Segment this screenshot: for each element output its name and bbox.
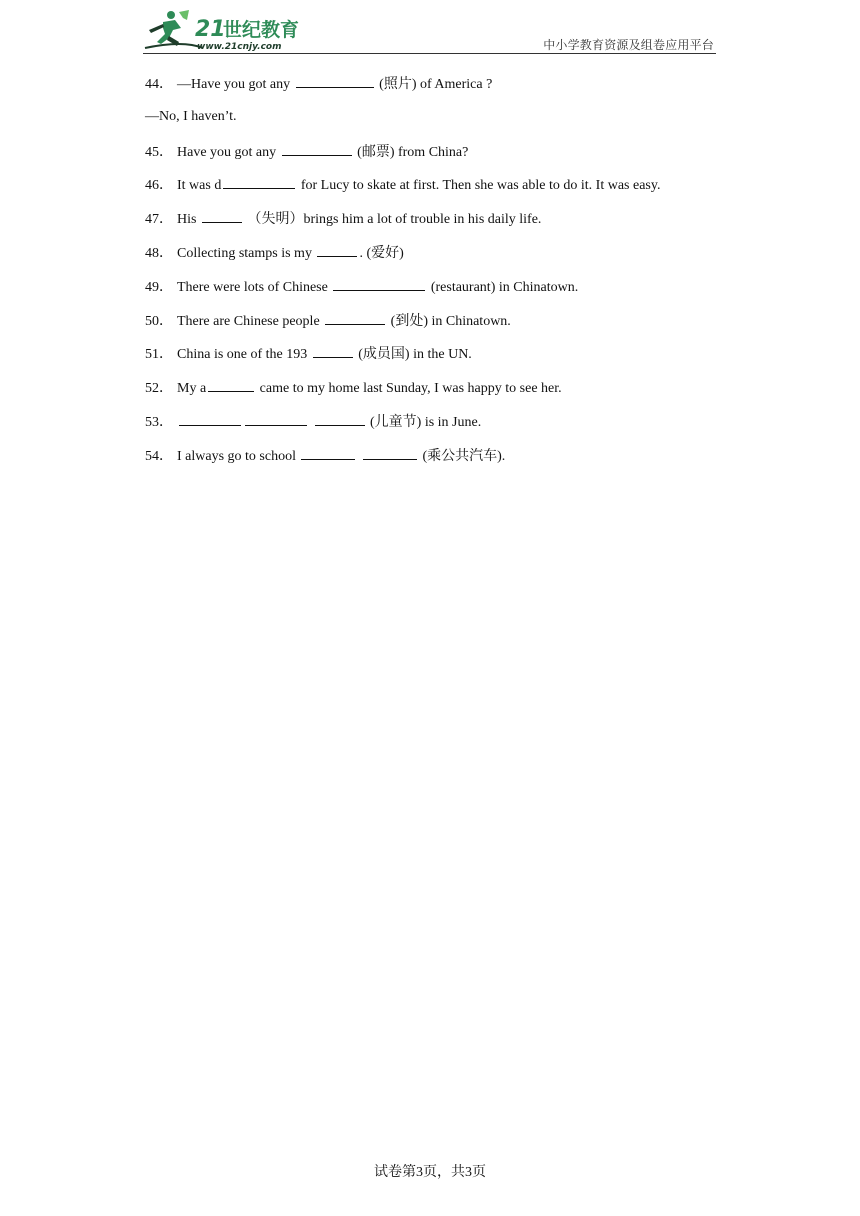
question-list — [145, 73, 725, 479]
answer-blank[interactable] — [317, 242, 357, 257]
question-text: —No, I haven’t. — [145, 108, 237, 124]
question-text: Have you got any — [177, 144, 280, 160]
svg-text:www.21cnjy.com: www.21cnjy.com — [197, 42, 282, 52]
question-text: . (爱好) — [359, 245, 404, 261]
answer-blank[interactable] — [325, 310, 385, 325]
answer-blank[interactable] — [202, 208, 242, 223]
answer-blank[interactable] — [296, 73, 374, 88]
question-number: 51． — [145, 347, 173, 363]
answer-blank[interactable] — [179, 411, 241, 426]
question-text: China is one of the 193 — [177, 347, 311, 363]
question-number: 52． — [145, 381, 173, 397]
question-text: I always go to school — [177, 448, 300, 464]
question-text: for Lucy to skate at first. Then she was able to do it. It was easy. — [297, 178, 661, 194]
question-item — [145, 141, 725, 175]
answer-blank[interactable] — [208, 377, 254, 392]
platform-name: 中小学教育资源及组卷应用平台 — [543, 38, 714, 52]
question-text: (儿童节) is in June. — [366, 414, 482, 430]
question-text: His — [177, 212, 200, 228]
question-text: (邮票) from China? — [353, 144, 469, 160]
question-item — [145, 445, 725, 479]
answer-blank[interactable] — [313, 343, 353, 358]
question-text: (乘公共汽车). — [418, 448, 506, 464]
question-text — [309, 415, 313, 430]
question-item — [145, 73, 725, 107]
answer-blank[interactable] — [223, 174, 295, 189]
question-number: 45． — [145, 144, 173, 160]
question-number: 53． — [145, 414, 173, 430]
question-text: （失明）brings him a lot of trouble in his daily life. — [243, 212, 542, 228]
question-text: (到处) in Chinatown. — [387, 313, 511, 329]
question-item — [145, 208, 725, 242]
answer-blank[interactable] — [301, 445, 355, 460]
question-text: (成员国) in the UN. — [354, 347, 472, 363]
question-item — [145, 343, 725, 377]
question-text: (restaurant) in Chinatown. — [427, 279, 579, 295]
question-item — [145, 310, 725, 344]
question-item — [145, 242, 725, 276]
question-number: 50． — [145, 313, 173, 329]
question-number: 49． — [145, 279, 173, 295]
question-text: came to my home last Sunday, I was happy to see her. — [256, 381, 562, 397]
answer-blank[interactable] — [315, 411, 365, 426]
question-number: 54． — [145, 448, 173, 464]
question-text — [357, 449, 361, 464]
question-number: 48． — [145, 245, 173, 261]
question-item — [145, 411, 725, 445]
page-header — [143, 8, 716, 56]
question-item — [145, 377, 725, 411]
question-text: There are Chinese people — [177, 313, 324, 329]
question-item — [145, 107, 725, 141]
svg-text:世纪教育: 世纪教育 — [223, 19, 300, 41]
answer-blank[interactable] — [245, 411, 307, 426]
question-text: There were lots of Chinese — [177, 279, 332, 295]
question-text: It was d — [177, 178, 222, 194]
question-text: (照片) of America ? — [375, 77, 493, 92]
question-text: —Have you got any — [177, 77, 294, 92]
question-item — [145, 174, 725, 208]
question-text: My a — [177, 381, 207, 397]
header-divider — [143, 53, 716, 54]
answer-blank[interactable] — [333, 276, 425, 291]
page-number: 试卷第3页，共3页 — [374, 1165, 486, 1180]
answer-blank[interactable] — [363, 445, 417, 460]
svg-text:21: 21 — [195, 17, 226, 42]
runner-logo-icon — [143, 8, 313, 52]
question-number: 44． — [145, 77, 173, 92]
logo — [143, 8, 313, 52]
question-text: Collecting stamps is my — [177, 245, 316, 261]
question-item — [145, 276, 725, 310]
answer-blank[interactable] — [282, 141, 352, 156]
question-number: 46． — [145, 178, 173, 194]
question-number: 47． — [145, 212, 173, 228]
